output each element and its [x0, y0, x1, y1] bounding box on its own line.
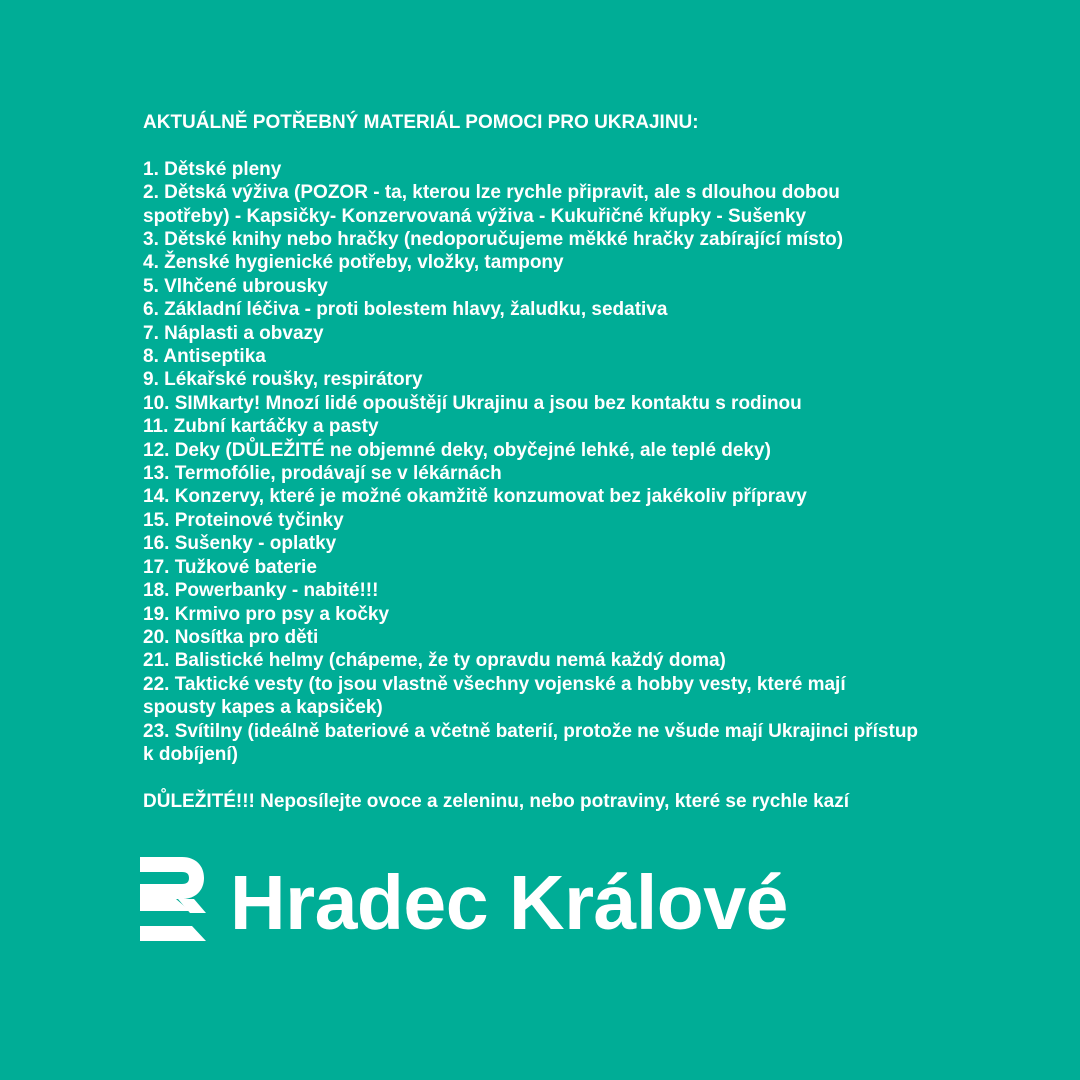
page-title: AKTUÁLNĚ POTŘEBNÝ MATERIÁL POMOCI PRO UKRAJINU:	[143, 112, 699, 133]
station-name: Hradec Králové	[230, 860, 788, 946]
content	[143, 111, 1023, 813]
material-list	[143, 158, 1023, 767]
list-item: 15. Proteinové tyčinky	[143, 509, 344, 531]
list-item: 11. Zubní kartáčky a pasty	[143, 416, 379, 438]
list-item: 23. Svítilny (ideálně bateriové a včetně baterií, protože ne všude mají Ukrajinci přístup k dobíjení)	[143, 720, 919, 765]
list-item: 13. Termofólie, prodávají se v lékárnách	[143, 463, 502, 485]
list-item: 5. Vlhčené ubrousky	[143, 275, 328, 297]
list-item: 22. Taktické vesty (to jsou vlastně všechny vojenské a hobby vesty, které mají spousty kapes a kapsiček)	[143, 673, 846, 719]
list-item: 21. Balistické helmy (chápeme, že ty opravdu nemá každý doma)	[143, 650, 726, 672]
list-item: 17. Tužkové baterie	[143, 556, 317, 578]
list-item: 1. Dětské pleny	[143, 158, 282, 180]
list-item: 10. SIMkarty! Mnozí lidé opouštějí Ukrajinu a jsou bez kontaktu s rodinou	[143, 392, 802, 414]
station-logo	[140, 856, 788, 946]
list-item: 14. Konzervy, které je možné okamžitě konzumovat bez jakékoliv přípravy	[143, 486, 807, 508]
list-item: 3. Dětské knihy nebo hračky (nedoporučujeme měkké hračky zabírající místo)	[143, 229, 844, 251]
list-item: 6. Základní léčiva - proti bolestem hlavy, žaludku, sedativa	[143, 299, 668, 321]
list-item: 4. Ženské hygienické potřeby, vložky, tampony	[143, 252, 564, 274]
list-item: 7. Náplasti a obvazy	[143, 322, 324, 344]
list-item: 18. Powerbanky - nabité!!!	[143, 580, 379, 602]
cro-r-logo-icon	[140, 857, 206, 941]
list-item: 9. Lékařské roušky, respirátory	[143, 369, 423, 391]
list-item: 12. Deky (DŮLEŽITÉ ne objemné deky, obyčejné lehké, ale teplé deky)	[143, 439, 771, 461]
list-item: 19. Krmivo pro psy a kočky	[143, 603, 390, 625]
list-item: 16. Sušenky - oplatky	[143, 533, 337, 555]
list-item: 2. Dětská výživa (POZOR - ta, kterou lze rychle připravit, ale s dlouhou dobou spotřeby) - Kapsičky- Konzervovaná výživa - Kukuřičné křupky - Sušenky	[143, 182, 840, 227]
list-item: 20. Nosítka pro děti	[143, 626, 319, 648]
warning-note: DŮLEŽITÉ!!! Neposílejte ovoce a zeleninu, nebo potraviny, které se rychle kazí	[143, 790, 850, 812]
list-item: 8. Antiseptika	[143, 346, 266, 368]
